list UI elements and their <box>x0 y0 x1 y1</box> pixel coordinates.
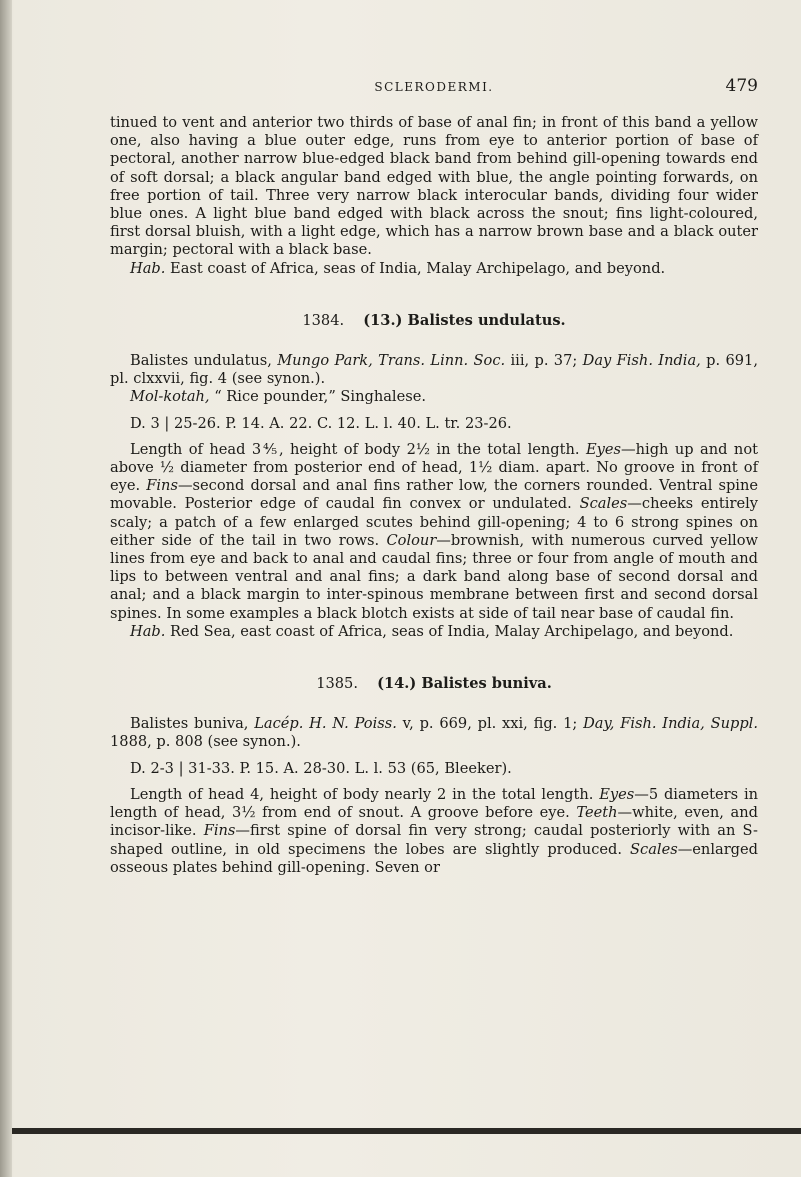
habitat-label: Hab. <box>130 259 166 277</box>
species-index: (14.) <box>377 675 417 693</box>
species-name: Balistes buniva. <box>421 675 552 693</box>
page-header <box>110 76 758 98</box>
intro-text: tinued to vent and anterior two thirds of base of anal fin; in front of this band a yellow one, also having a blue outer edge, runs from eye to anterior portion of base of pectoral, another narrow blue-edged black band from behind gill-opening towards end of soft dorsal; a black angular band edged with blue, the angle pointing forwards, on free portion of tail. Three very narrow black interocular bands, dividing four wider blue ones. A light blue band edged with black across the snout; fins light-coloured, first dorsal bluish, with a light edge, which has a narrow brown base and a black outer margin; pectoral with a black base. <box>110 114 758 259</box>
species-index: (13.) <box>363 311 403 329</box>
syn-part: Balistes buniva, <box>130 715 255 733</box>
desc-label: Scales <box>579 495 628 513</box>
vernacular-1384 <box>110 388 758 406</box>
description-1385 <box>110 786 758 877</box>
syn-citation: Mungo Park, Trans. Linn. Soc. <box>277 352 506 370</box>
desc-part: —brownish, with numerous curved yellow lines from eye and back to anal and caudal fins; three or four from angle of mouth and lips to between ventral and anal fins; a dark band along base of second dorsal and anal; and a black margin to inter-spinous membrane between first and second dorsal spines. In some examples a black blotch exists at side of tail near base of caudal fin. <box>110 531 758 622</box>
syn-citation: Day Fish. India, <box>582 352 701 370</box>
syn-part: iii, p. 37; <box>505 352 583 370</box>
page-body <box>110 114 758 877</box>
desc-part: —cheeks entirely scaly; a patch of a few enlarged scutes behind gill-opening; 4 to 6 strong spines on either side of the tail in two rows. <box>110 495 758 549</box>
species-number: 1384. <box>302 311 345 329</box>
desc-part: —white, even, and incisor-like. <box>110 804 758 840</box>
species-number: 1385. <box>316 675 358 693</box>
syn-citation: Day, Fish. India, Suppl. <box>583 715 758 733</box>
syn-part: p. 691, pl. clxxvii, fig. 4 (see synon.). <box>110 352 758 388</box>
page-spine-shadow <box>0 0 12 1177</box>
desc-part: Length of head 4, height of body nearly 2 in the total length. <box>130 785 600 803</box>
desc-label: Colour <box>386 531 437 549</box>
desc-label: Scales <box>630 840 678 858</box>
habitat-label: Hab. <box>130 622 166 640</box>
desc-part: —second dorsal and anal fins rather low, the corners rounded. Ventral spine movable. Posterior edge of caudal fin convex or undulated. <box>110 477 759 513</box>
habitat-1384 <box>110 623 758 641</box>
habitat-text: Red Sea, east coast of Africa, seas of India, Malay Archipelago, and beyond. <box>165 622 734 640</box>
desc-part: Length of head 3⅘, height of body 2½ in the total length. <box>130 440 586 458</box>
desc-label: Teeth <box>576 804 618 822</box>
syn-part: Balistes undulatus, <box>130 352 278 370</box>
description-1384 <box>110 441 758 623</box>
page-number: 479 <box>725 76 758 96</box>
syn-citation: Lacép. H. N. Poiss. <box>254 715 397 733</box>
syn-part: v, p. 669, pl. xxi, fig. 1; <box>396 715 584 733</box>
species-heading-1385 <box>110 675 758 693</box>
desc-label: Fins <box>203 822 236 840</box>
desc-part: —high up and not above ½ diameter from posterior end of head, 1½ diam. apart. No groove in front of eye. <box>110 440 758 495</box>
intro-paragraph <box>110 114 758 260</box>
species-name: Balistes undulatus. <box>407 311 566 329</box>
vernacular-text: “ Rice pounder,” Singhalese. <box>209 388 426 406</box>
running-title: SCLERODERMI. <box>374 80 494 94</box>
fin-formula-1385: D. 2-3 | 31-33. P. 15. A. 28-30. L. l. 53 (65, Bleeker). <box>130 759 512 777</box>
desc-label: Eyes <box>599 785 635 803</box>
intro-habitat <box>110 260 758 278</box>
synonymy-1384 <box>110 352 758 388</box>
fin-formula-1384: D. 3 | 25-26. P. 14. A. 22. C. 12. L. l. 40. L. tr. 23-26. <box>130 414 512 432</box>
desc-label: Fins <box>146 477 178 495</box>
desc-part: —enlarged osseous plates behind gill-opening. Seven or <box>110 840 758 876</box>
synonymy-1385 <box>110 715 758 751</box>
species-heading-1384 <box>110 312 758 330</box>
vernacular-name: Mol-kotah, <box>130 388 210 406</box>
desc-part: —5 diameters in length of head, 3½ from end of snout. A groove before eye. <box>110 785 759 822</box>
desc-part: —first spine of dorsal fin very strong; caudal posteriorly with an S-shaped outline, in old specimens the lobes are slightly produced. <box>110 822 758 858</box>
bottom-edge-shadow <box>12 1128 801 1134</box>
habitat-text: East coast of Africa, seas of India, Malay Archipelago, and beyond. <box>165 259 666 277</box>
syn-part: 1888, p. 808 (see synon.). <box>110 733 301 751</box>
desc-label: Eyes <box>586 440 622 458</box>
